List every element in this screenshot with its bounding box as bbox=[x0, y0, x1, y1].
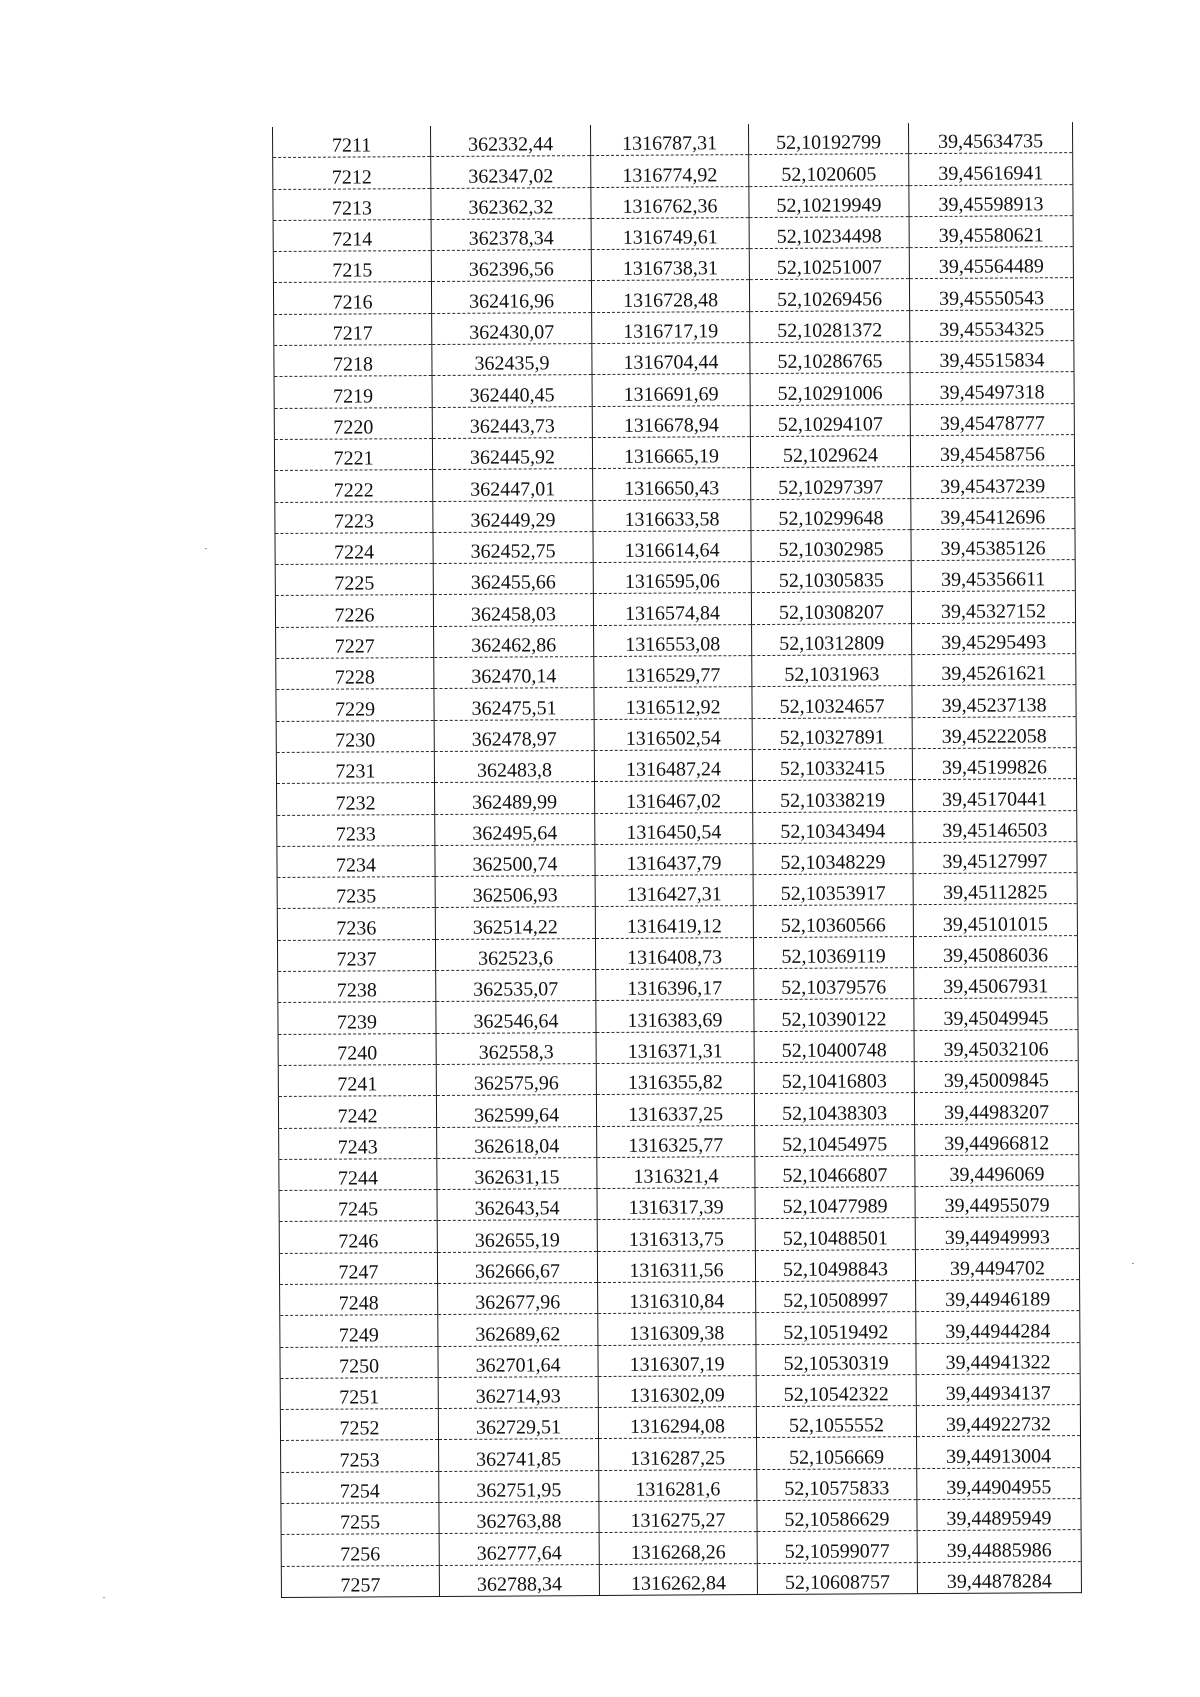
point-number-cell: 7254 bbox=[281, 1471, 439, 1503]
y-coordinate-cell: 1316281,6 bbox=[599, 1469, 757, 1501]
x-coordinate-cell: 362631,15 bbox=[437, 1157, 597, 1189]
x-coordinate-cell: 362430,07 bbox=[432, 312, 592, 344]
point-number-cell: 7246 bbox=[279, 1221, 437, 1253]
latitude-cell: 52,10251007 bbox=[749, 248, 909, 280]
table-row bbox=[275, 591, 1075, 627]
latitude-cell: 52,10324657 bbox=[752, 686, 912, 718]
y-coordinate-cell: 1316487,24 bbox=[594, 750, 752, 782]
table-row bbox=[273, 247, 1073, 283]
x-coordinate-cell: 362458,03 bbox=[433, 594, 593, 626]
point-number-cell: 7253 bbox=[281, 1440, 439, 1472]
x-coordinate-cell: 362741,85 bbox=[439, 1439, 599, 1471]
x-coordinate-cell: 362462,86 bbox=[434, 625, 594, 657]
table-row bbox=[278, 1029, 1078, 1065]
point-number-cell: 7237 bbox=[277, 939, 435, 971]
y-coordinate-cell: 1316574,84 bbox=[593, 593, 751, 625]
latitude-cell: 52,10400748 bbox=[754, 1030, 914, 1062]
table-row bbox=[279, 1248, 1079, 1284]
table-row bbox=[281, 1436, 1081, 1472]
x-coordinate-cell: 362506,93 bbox=[435, 876, 595, 908]
latitude-cell: 52,10508997 bbox=[756, 1281, 916, 1313]
latitude-cell: 52,10390122 bbox=[754, 999, 914, 1031]
longitude-cell: 39,45112825 bbox=[913, 873, 1077, 905]
x-coordinate-cell: 362677,96 bbox=[438, 1283, 598, 1315]
longitude-cell: 39,45261621 bbox=[912, 654, 1076, 686]
table-row bbox=[273, 184, 1073, 220]
longitude-cell: 39,45534325 bbox=[910, 309, 1074, 341]
latitude-cell: 52,10608757 bbox=[757, 1562, 917, 1594]
scan-speck bbox=[103, 1597, 105, 1598]
y-coordinate-cell: 1316595,06 bbox=[593, 562, 751, 594]
y-coordinate-cell: 1316313,75 bbox=[597, 1219, 755, 1251]
latitude-cell: 52,10599077 bbox=[757, 1531, 917, 1563]
scan-speck bbox=[205, 548, 207, 549]
y-coordinate-cell: 1316512,92 bbox=[594, 687, 752, 719]
table-row bbox=[273, 153, 1073, 189]
x-coordinate-cell: 362666,67 bbox=[437, 1251, 597, 1283]
table-row bbox=[274, 341, 1074, 377]
y-coordinate-cell: 1316427,31 bbox=[595, 875, 753, 907]
point-number-cell: 7224 bbox=[275, 532, 433, 564]
longitude-cell: 39,45550543 bbox=[909, 278, 1073, 310]
x-coordinate-cell: 362701,64 bbox=[438, 1345, 598, 1377]
table-row bbox=[279, 1154, 1079, 1190]
x-coordinate-cell: 362470,14 bbox=[434, 657, 594, 689]
table-row bbox=[273, 122, 1073, 158]
table-row bbox=[277, 904, 1077, 940]
table-row bbox=[276, 685, 1076, 721]
x-coordinate-cell: 362378,34 bbox=[431, 218, 591, 250]
y-coordinate-cell: 1316738,31 bbox=[591, 249, 749, 281]
x-coordinate-cell: 362478,97 bbox=[434, 719, 594, 751]
longitude-cell: 39,44955079 bbox=[915, 1186, 1079, 1218]
longitude-cell: 39,44941322 bbox=[916, 1342, 1080, 1374]
x-coordinate-cell: 362535,07 bbox=[436, 970, 596, 1002]
point-number-cell: 7221 bbox=[274, 438, 432, 470]
table-row bbox=[276, 622, 1076, 658]
table-row bbox=[273, 215, 1073, 251]
longitude-cell: 39,44904955 bbox=[917, 1467, 1081, 1499]
longitude-cell: 39,44878284 bbox=[917, 1561, 1081, 1593]
x-coordinate-cell: 362347,02 bbox=[431, 156, 591, 188]
y-coordinate-cell: 1316408,73 bbox=[595, 937, 753, 969]
x-coordinate-cell: 362449,29 bbox=[433, 500, 593, 532]
latitude-cell: 52,10291006 bbox=[750, 373, 910, 405]
point-number-cell: 7243 bbox=[279, 1127, 437, 1159]
longitude-cell: 39,45049945 bbox=[914, 998, 1078, 1030]
point-number-cell: 7214 bbox=[273, 219, 431, 251]
table-row bbox=[281, 1467, 1081, 1503]
x-coordinate-cell: 362435,9 bbox=[432, 344, 592, 376]
y-coordinate-cell: 1316450,54 bbox=[595, 812, 753, 844]
longitude-cell: 39,4494702 bbox=[915, 1248, 1079, 1280]
latitude-cell: 52,1031963 bbox=[752, 655, 912, 687]
table-row bbox=[281, 1561, 1081, 1597]
x-coordinate-cell: 362689,62 bbox=[438, 1314, 598, 1346]
table-row bbox=[274, 403, 1074, 439]
longitude-cell: 39,45237138 bbox=[912, 685, 1076, 717]
table-row bbox=[275, 528, 1075, 564]
table-row bbox=[279, 1123, 1079, 1159]
latitude-cell: 52,10575833 bbox=[757, 1468, 917, 1500]
latitude-cell: 52,10299648 bbox=[751, 498, 911, 530]
table-row bbox=[277, 873, 1077, 909]
y-coordinate-cell: 1316355,82 bbox=[596, 1062, 754, 1094]
x-coordinate-cell: 362447,01 bbox=[433, 469, 593, 501]
y-coordinate-cell: 1316728,48 bbox=[591, 280, 749, 312]
y-coordinate-cell: 1316275,27 bbox=[599, 1501, 757, 1533]
x-coordinate-cell: 362751,95 bbox=[439, 1470, 599, 1502]
y-coordinate-cell: 1316553,08 bbox=[594, 624, 752, 656]
latitude-cell: 52,10379576 bbox=[754, 968, 914, 1000]
point-number-cell: 7232 bbox=[277, 783, 435, 815]
longitude-cell: 39,45086036 bbox=[913, 935, 1077, 967]
table-row bbox=[278, 1092, 1078, 1128]
latitude-cell: 52,10219949 bbox=[749, 185, 909, 217]
longitude-cell: 39,45616941 bbox=[909, 153, 1073, 185]
y-coordinate-cell: 1316325,77 bbox=[597, 1125, 755, 1157]
longitude-cell: 39,44946189 bbox=[916, 1280, 1080, 1312]
point-number-cell: 7238 bbox=[278, 971, 436, 1003]
point-number-cell: 7241 bbox=[278, 1064, 436, 1096]
y-coordinate-cell: 1316704,44 bbox=[592, 343, 750, 375]
x-coordinate-cell: 362416,96 bbox=[431, 281, 591, 313]
latitude-cell: 52,10269456 bbox=[749, 279, 909, 311]
y-coordinate-cell: 1316633,58 bbox=[593, 499, 751, 531]
y-coordinate-cell: 1316437,79 bbox=[595, 843, 753, 875]
latitude-cell: 52,10234498 bbox=[749, 217, 909, 249]
y-coordinate-cell: 1316787,31 bbox=[590, 124, 748, 156]
point-number-cell: 7222 bbox=[275, 470, 433, 502]
longitude-cell: 39,45222058 bbox=[912, 716, 1076, 748]
y-coordinate-cell: 1316529,77 bbox=[594, 656, 752, 688]
latitude-cell: 52,10332415 bbox=[752, 749, 912, 781]
longitude-cell: 39,4496069 bbox=[915, 1154, 1079, 1186]
latitude-cell: 52,10519492 bbox=[756, 1312, 916, 1344]
table-row bbox=[278, 1060, 1078, 1096]
y-coordinate-cell: 1316371,31 bbox=[596, 1031, 754, 1063]
longitude-cell: 39,44949993 bbox=[915, 1217, 1079, 1249]
x-coordinate-cell: 362777,64 bbox=[439, 1533, 599, 1565]
point-number-cell: 7231 bbox=[276, 751, 434, 783]
longitude-cell: 39,45564489 bbox=[909, 247, 1073, 279]
table-row bbox=[276, 716, 1076, 752]
longitude-cell: 39,45634735 bbox=[908, 122, 1072, 154]
longitude-cell: 39,45580621 bbox=[909, 215, 1073, 247]
longitude-cell: 39,45497318 bbox=[910, 372, 1074, 404]
longitude-cell: 39,45458756 bbox=[910, 435, 1074, 467]
table-row bbox=[276, 654, 1076, 690]
table-row bbox=[275, 560, 1075, 596]
latitude-cell: 52,10302985 bbox=[751, 529, 911, 561]
point-number-cell: 7228 bbox=[276, 658, 434, 690]
x-coordinate-cell: 362558,3 bbox=[436, 1032, 596, 1064]
x-coordinate-cell: 362396,56 bbox=[431, 250, 591, 282]
x-coordinate-cell: 362332,44 bbox=[430, 125, 590, 157]
latitude-cell: 52,10327891 bbox=[752, 717, 912, 749]
y-coordinate-cell: 1316383,69 bbox=[596, 1000, 754, 1032]
y-coordinate-cell: 1316749,61 bbox=[591, 217, 749, 249]
x-coordinate-cell: 362655,19 bbox=[437, 1220, 597, 1252]
latitude-cell: 52,1055552 bbox=[756, 1406, 916, 1438]
x-coordinate-cell: 362500,74 bbox=[435, 844, 595, 876]
y-coordinate-cell: 1316294,08 bbox=[598, 1407, 756, 1439]
x-coordinate-cell: 362514,22 bbox=[435, 907, 595, 939]
longitude-cell: 39,45009845 bbox=[914, 1060, 1078, 1092]
y-coordinate-cell: 1316262,84 bbox=[599, 1563, 757, 1595]
x-coordinate-cell: 362445,92 bbox=[432, 438, 592, 470]
point-number-cell: 7212 bbox=[273, 157, 431, 189]
table-row bbox=[280, 1280, 1080, 1316]
point-number-cell: 7247 bbox=[279, 1252, 437, 1284]
latitude-cell: 52,10438303 bbox=[754, 1093, 914, 1125]
point-number-cell: 7219 bbox=[274, 376, 432, 408]
point-number-cell: 7244 bbox=[279, 1158, 437, 1190]
latitude-cell: 52,10416803 bbox=[754, 1062, 914, 1094]
x-coordinate-cell: 362440,45 bbox=[432, 375, 592, 407]
latitude-cell: 52,1029624 bbox=[750, 436, 910, 468]
table-row bbox=[280, 1405, 1080, 1441]
y-coordinate-cell: 1316774,92 bbox=[591, 155, 749, 187]
latitude-cell: 52,10369119 bbox=[753, 936, 913, 968]
latitude-cell: 52,10488501 bbox=[755, 1218, 915, 1250]
point-number-cell: 7245 bbox=[279, 1190, 437, 1222]
longitude-cell: 39,45437239 bbox=[911, 466, 1075, 498]
latitude-cell: 52,10294107 bbox=[750, 404, 910, 436]
latitude-cell: 52,10498843 bbox=[755, 1249, 915, 1281]
point-number-cell: 7215 bbox=[273, 251, 431, 283]
table-row bbox=[273, 278, 1073, 314]
longitude-cell: 39,45478777 bbox=[910, 403, 1074, 435]
longitude-cell: 39,44922732 bbox=[916, 1405, 1080, 1437]
point-number-cell: 7248 bbox=[280, 1283, 438, 1315]
point-number-cell: 7217 bbox=[274, 313, 432, 345]
point-number-cell: 7227 bbox=[276, 626, 434, 658]
x-coordinate-cell: 362599,64 bbox=[436, 1095, 596, 1127]
x-coordinate-cell: 362788,34 bbox=[439, 1564, 599, 1596]
point-number-cell: 7211 bbox=[273, 126, 431, 158]
x-coordinate-cell: 362495,64 bbox=[435, 813, 595, 845]
y-coordinate-cell: 1316665,19 bbox=[592, 437, 750, 469]
point-number-cell: 7213 bbox=[273, 188, 431, 220]
point-number-cell: 7239 bbox=[278, 1002, 436, 1034]
latitude-cell: 52,10308207 bbox=[751, 592, 911, 624]
table-row bbox=[275, 466, 1075, 502]
x-coordinate-cell: 362483,8 bbox=[434, 750, 594, 782]
longitude-cell: 39,44934137 bbox=[916, 1373, 1080, 1405]
point-number-cell: 7255 bbox=[281, 1503, 439, 1535]
x-coordinate-cell: 362643,54 bbox=[437, 1189, 597, 1221]
longitude-cell: 39,45170441 bbox=[912, 779, 1076, 811]
y-coordinate-cell: 1316678,94 bbox=[592, 405, 750, 437]
y-coordinate-cell: 1316311,56 bbox=[597, 1250, 755, 1282]
latitude-cell: 52,10305835 bbox=[751, 561, 911, 593]
y-coordinate-cell: 1316467,02 bbox=[595, 781, 753, 813]
y-coordinate-cell: 1316317,39 bbox=[597, 1188, 755, 1220]
longitude-cell: 39,45356611 bbox=[911, 560, 1075, 592]
table-row bbox=[277, 810, 1077, 846]
longitude-cell: 39,45101015 bbox=[913, 904, 1077, 936]
latitude-cell: 52,10348229 bbox=[753, 842, 913, 874]
point-number-cell: 7223 bbox=[275, 501, 433, 533]
longitude-cell: 39,45067931 bbox=[914, 967, 1078, 999]
point-number-cell: 7240 bbox=[278, 1033, 436, 1065]
point-number-cell: 7242 bbox=[278, 1096, 436, 1128]
y-coordinate-cell: 1316396,17 bbox=[596, 969, 754, 1001]
longitude-cell: 39,45598913 bbox=[909, 184, 1073, 216]
point-number-cell: 7233 bbox=[277, 814, 435, 846]
latitude-cell: 52,10297397 bbox=[751, 467, 911, 499]
y-coordinate-cell: 1316307,19 bbox=[598, 1344, 756, 1376]
y-coordinate-cell: 1316310,84 bbox=[598, 1282, 756, 1314]
longitude-cell: 39,45385126 bbox=[911, 528, 1075, 560]
longitude-cell: 39,44895949 bbox=[917, 1499, 1081, 1531]
y-coordinate-cell: 1316337,25 bbox=[596, 1094, 754, 1126]
longitude-cell: 39,44885986 bbox=[917, 1530, 1081, 1562]
longitude-cell: 39,45199826 bbox=[912, 748, 1076, 780]
y-coordinate-cell: 1316762,36 bbox=[591, 186, 749, 218]
point-number-cell: 7225 bbox=[275, 564, 433, 596]
latitude-cell: 52,10360566 bbox=[753, 905, 913, 937]
x-coordinate-cell: 362763,88 bbox=[439, 1502, 599, 1534]
table-row bbox=[280, 1311, 1080, 1347]
point-number-cell: 7235 bbox=[277, 877, 435, 909]
y-coordinate-cell: 1316717,19 bbox=[592, 311, 750, 343]
latitude-cell: 52,10353917 bbox=[753, 874, 913, 906]
coordinates-table bbox=[272, 122, 1082, 1598]
y-coordinate-cell: 1316502,54 bbox=[594, 718, 752, 750]
latitude-cell: 52,10454975 bbox=[755, 1124, 915, 1156]
latitude-cell: 52,10343494 bbox=[753, 811, 913, 843]
point-number-cell: 7218 bbox=[274, 345, 432, 377]
x-coordinate-cell: 362523,6 bbox=[435, 938, 595, 970]
point-number-cell: 7226 bbox=[275, 595, 433, 627]
longitude-cell: 39,44944284 bbox=[916, 1311, 1080, 1343]
table-row bbox=[281, 1530, 1081, 1566]
latitude-cell: 52,10530319 bbox=[756, 1343, 916, 1375]
latitude-cell: 52,10477989 bbox=[755, 1187, 915, 1219]
point-number-cell: 7234 bbox=[277, 845, 435, 877]
longitude-cell: 39,45032106 bbox=[914, 1029, 1078, 1061]
y-coordinate-cell: 1316287,25 bbox=[599, 1438, 757, 1470]
y-coordinate-cell: 1316614,64 bbox=[593, 530, 751, 562]
point-number-cell: 7230 bbox=[276, 720, 434, 752]
longitude-cell: 39,45412696 bbox=[911, 497, 1075, 529]
longitude-cell: 39,44966812 bbox=[915, 1123, 1079, 1155]
table-row bbox=[281, 1499, 1081, 1535]
table-row bbox=[274, 309, 1074, 345]
longitude-cell: 39,44983207 bbox=[914, 1092, 1078, 1124]
table-row bbox=[279, 1186, 1079, 1222]
table-row bbox=[279, 1217, 1079, 1253]
x-coordinate-cell: 362443,73 bbox=[432, 406, 592, 438]
table-row bbox=[280, 1342, 1080, 1378]
point-number-cell: 7216 bbox=[273, 282, 431, 314]
latitude-cell: 52,1056669 bbox=[757, 1437, 917, 1469]
table-row bbox=[274, 435, 1074, 471]
x-coordinate-cell: 362729,51 bbox=[438, 1408, 598, 1440]
y-coordinate-cell: 1316302,09 bbox=[598, 1375, 756, 1407]
y-coordinate-cell: 1316309,38 bbox=[598, 1313, 756, 1345]
point-number-cell: 7250 bbox=[280, 1346, 438, 1378]
y-coordinate-cell: 1316321,4 bbox=[597, 1156, 755, 1188]
x-coordinate-cell: 362618,04 bbox=[437, 1126, 597, 1158]
longitude-cell: 39,45295493 bbox=[912, 622, 1076, 654]
point-number-cell: 7220 bbox=[274, 407, 432, 439]
x-coordinate-cell: 362455,66 bbox=[433, 563, 593, 595]
point-number-cell: 7257 bbox=[281, 1565, 439, 1597]
latitude-cell: 52,10192799 bbox=[748, 123, 908, 155]
table-row bbox=[280, 1373, 1080, 1409]
x-coordinate-cell: 362362,32 bbox=[431, 187, 591, 219]
point-number-cell: 7229 bbox=[276, 689, 434, 721]
longitude-cell: 39,45146503 bbox=[913, 810, 1077, 842]
coordinates-table-body bbox=[273, 122, 1082, 1597]
x-coordinate-cell: 362575,96 bbox=[436, 1063, 596, 1095]
point-number-cell: 7252 bbox=[280, 1409, 438, 1441]
latitude-cell: 52,10466807 bbox=[755, 1155, 915, 1187]
x-coordinate-cell: 362452,75 bbox=[433, 531, 593, 563]
x-coordinate-cell: 362475,51 bbox=[434, 688, 594, 720]
point-number-cell: 7251 bbox=[280, 1377, 438, 1409]
x-coordinate-cell: 362489,99 bbox=[435, 782, 595, 814]
table-row bbox=[277, 779, 1077, 815]
y-coordinate-cell: 1316691,69 bbox=[592, 374, 750, 406]
longitude-cell: 39,45515834 bbox=[910, 341, 1074, 373]
longitude-cell: 39,44913004 bbox=[917, 1436, 1081, 1468]
latitude-cell: 52,10542322 bbox=[756, 1374, 916, 1406]
table-row bbox=[274, 372, 1074, 408]
table-row bbox=[277, 935, 1077, 971]
table-row bbox=[278, 998, 1078, 1034]
point-number-cell: 7249 bbox=[280, 1315, 438, 1347]
latitude-cell: 52,10281372 bbox=[750, 310, 910, 342]
table-row bbox=[275, 497, 1075, 533]
x-coordinate-cell: 362714,93 bbox=[438, 1376, 598, 1408]
table-row bbox=[276, 748, 1076, 784]
scan-speck bbox=[1132, 1263, 1134, 1264]
latitude-cell: 52,10312809 bbox=[752, 623, 912, 655]
latitude-cell: 52,10586629 bbox=[757, 1500, 917, 1532]
y-coordinate-cell: 1316268,26 bbox=[599, 1532, 757, 1564]
point-number-cell: 7236 bbox=[277, 908, 435, 940]
latitude-cell: 52,10338219 bbox=[753, 780, 913, 812]
table-row bbox=[277, 841, 1077, 877]
table-row bbox=[278, 967, 1078, 1003]
y-coordinate-cell: 1316419,12 bbox=[595, 906, 753, 938]
longitude-cell: 39,45327152 bbox=[911, 591, 1075, 623]
latitude-cell: 52,1020605 bbox=[749, 154, 909, 186]
latitude-cell: 52,10286765 bbox=[750, 342, 910, 374]
point-number-cell: 7256 bbox=[281, 1534, 439, 1566]
longitude-cell: 39,45127997 bbox=[913, 841, 1077, 873]
x-coordinate-cell: 362546,64 bbox=[436, 1001, 596, 1033]
y-coordinate-cell: 1316650,43 bbox=[593, 468, 751, 500]
